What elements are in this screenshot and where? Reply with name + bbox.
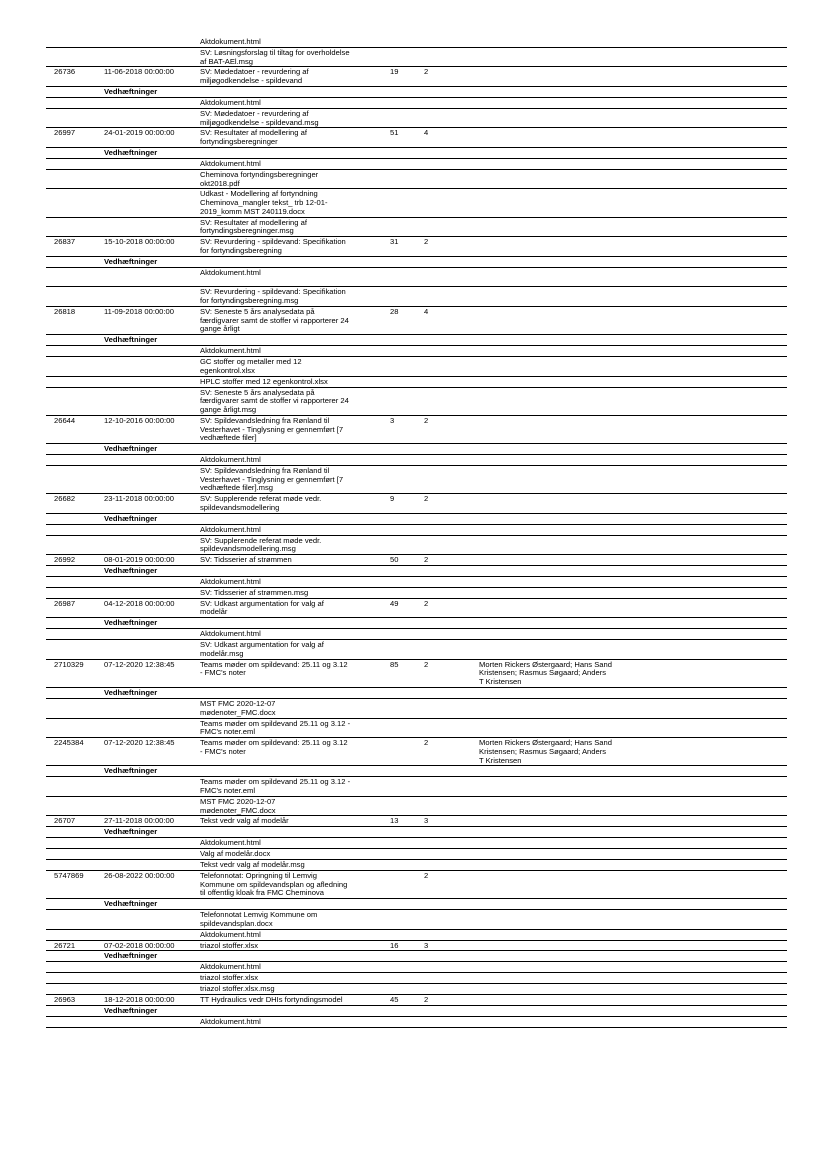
document-row [46,599,787,619]
doc-id: 26837 [54,237,76,247]
attachment-name: SV: Tidsserier af strømmen.msg [200,587,309,597]
attachment-row [46,346,787,357]
attachment-count: 2 [424,598,429,608]
attachments-label: Vedhæftninger [104,87,158,97]
page-count: 19 [390,67,399,77]
attachment-row [46,860,787,871]
doc-id: 2710329 [54,659,84,669]
attachment-name: Aktdokument.html [200,838,261,848]
doc-title: SV: Mødedatoer - revurdering af miljøgodkendelse - spildevand [200,67,309,86]
page-count: 28 [390,306,399,316]
attachments-label: Vedhæftninger [104,766,158,776]
attachment-name: SV: Seneste 5 års analysedata på færdigvarer samt de stoffer vi rapporterer 24 gange årligt.msg [200,387,349,414]
doc-date: 04-12-2018 00:00:00 [104,598,175,608]
doc-date: 11-09-2018 00:00:00 [104,306,174,316]
attachment-row [46,170,787,190]
doc-title: triazol stoffer.xlsx [200,940,259,950]
attachments-header-row [46,335,787,346]
attachment-name: Aktdokument.html [200,267,261,277]
attachments-header-row [46,1006,787,1017]
attachment-name: Aktdokument.html [200,929,261,939]
doc-date: 07-12-2020 12:38:45 [104,659,175,669]
doc-id: 26644 [54,415,76,425]
document-row [46,941,787,952]
doc-date: 12-10-2016 00:00:00 [104,415,175,425]
attachment-name: SV: Løsningsforslag til tiltag for overholdelse af BAT-AEl.msg [200,47,350,66]
attachment-name: GC stoffer og metaller med 12 egenkontrol.xlsx [200,357,302,375]
doc-title: Teams møder om spildevand: 25.11 og 3.12 - FMC's noter [200,659,348,678]
attachment-name: Valg af modelår.docx [200,849,271,859]
doc-title: SV: Tidsserier af strømmen [200,555,292,565]
attachment-row [46,930,787,941]
attachment-name: SV: Mødedatoer - revurdering af miljøgodkendelse - spildevand.msg [200,108,319,127]
document-row [46,871,787,899]
doc-id: 26997 [54,128,76,138]
doc-date: 07-02-2018 00:00:00 [104,940,175,950]
attachment-name: MST FMC 2020-12-07 mødenoter_FMC.docx [200,698,276,717]
attachment-name: Aktdokument.html [200,37,261,46]
page-count: 51 [390,128,399,138]
document-row [46,660,787,688]
attachment-row [46,984,787,995]
doc-title: SV: Resultater af modellering af fortyndingsberegninger [200,128,307,147]
attachment-name: Tekst vedr valg af modelår.msg [200,860,305,870]
attachment-count: 2 [424,659,429,669]
attachment-count: 2 [424,494,429,504]
attachment-row [46,797,787,817]
attachment-row [46,37,787,48]
attachment-name: Aktdokument.html [200,629,261,639]
attachment-row [46,466,787,494]
attachments-label: Vedhæftninger [104,899,158,909]
attachments-label: Vedhæftninger [104,827,158,837]
attachment-row [46,455,787,466]
attachment-row [46,640,787,660]
attachments-header-row [46,618,787,629]
doc-date: 18-12-2018 00:00:00 [104,995,175,1005]
page-count: 50 [390,555,399,565]
doc-id: 5747869 [54,870,84,880]
recipients: Morten Rickers Østergaard; Hans Sand Kristensen; Rasmus Søgaard; Anders T Kristensen [479,738,612,765]
page-count: 13 [390,816,399,826]
doc-date: 23-11-2018 00:00:00 [104,494,174,504]
attachment-row [46,536,787,556]
document-row [46,995,787,1006]
attachment-row [46,357,787,377]
attachment-name: Aktdokument.html [200,97,261,107]
doc-title: SV: Seneste 5 års analysedata på færdigvarer samt de stoffer vi rapporterer 24 gange årligt [200,306,349,334]
doc-date: 24-01-2019 00:00:00 [104,128,175,138]
attachments-header-row [46,257,787,268]
doc-id: 2245384 [54,738,84,748]
attachment-name: Teams møder om spildevand 25.11 og 3.12 - FMC's noter.eml [200,777,351,795]
attachments-label: Vedhæftninger [104,444,158,454]
attachment-row [46,377,787,388]
attachments-label: Vedhæftninger [104,1005,158,1015]
attachment-row [46,388,787,416]
document-row [46,237,787,257]
attachment-name: SV: Resultater af modellering af fortyndingsberegninger.msg [200,217,307,236]
doc-title: Tekst vedr valg af modelår [200,816,289,826]
attachments-header-row [46,148,787,159]
recipients: Morten Rickers Østergaard; Hans Sand Kristensen; Rasmus Søgaard; Anders T Kristensen [479,659,612,687]
page-count: 31 [390,237,399,247]
attachment-row [46,287,787,307]
attachment-row [46,629,787,640]
attachment-name: Aktdokument.html [200,962,261,972]
attachment-row [46,777,787,797]
attachment-row [46,525,787,536]
attachment-count: 2 [424,555,429,565]
document-row [46,416,787,444]
attachment-row [46,719,787,739]
attachment-row [46,189,787,217]
doc-title: SV: Udkast argumentation for valg af modelår [200,598,324,617]
attachment-name: Aktdokument.html [200,1016,261,1026]
attachment-row [46,98,787,109]
attachments-label: Vedhæftninger [104,335,158,345]
doc-title: SV: Revurdering - spildevand: Specifikation for fortyndingsberegning [200,237,346,256]
doc-id: 26987 [54,598,76,608]
attachment-name: HPLC stoffer med 12 egenkontrol.xlsx [200,376,328,386]
attachment-row [46,268,787,288]
doc-id: 26818 [54,306,76,316]
attachment-name: SV: Spildevandsledning fra Rønland til Vesterhavet - Tinglysning er gennemført [7 vedhæftede filer].msg [200,465,344,493]
attachment-name: Udkast - Modellering af fortyndning Cheminova_mangler tekst_ trb 12-01- 2019_komm MST 240119.docx [200,189,328,216]
doc-id: 26721 [54,940,76,950]
attachment-count: 2 [424,738,429,748]
attachment-row [46,973,787,984]
doc-id: 26963 [54,995,76,1005]
page-count: 16 [390,940,399,950]
attachment-row [46,849,787,860]
attachment-name: SV: Supplerende referat møde vedr. spildevandsmodellering.msg [200,535,322,554]
page-count: 85 [390,659,399,669]
doc-title: TT Hydraulics vedr DHIs fortyndingsmodel [200,995,343,1005]
document-row [46,494,787,514]
doc-date: 08-01-2019 00:00:00 [104,555,175,565]
page-count: 45 [390,995,399,1005]
attachments-label: Vedhæftninger [104,688,158,698]
attachment-row [46,218,787,238]
document-row [46,816,787,827]
attachments-header-row [46,87,787,98]
attachment-name: Aktdokument.html [200,158,261,168]
attachment-count: 2 [424,995,429,1005]
doc-title: Telefonnotat: Opringning til Lemvig Kommune om spildevandsplan og afledning til offentlig kloak fra FMC Cheminova [200,870,348,898]
attachment-name: Teams møder om spildevand 25.11 og 3.12 - FMC's noter.eml [200,718,351,737]
doc-title: Teams møder om spildevand: 25.11 og 3.12 - FMC's noter [200,738,348,756]
attachment-row [46,109,787,129]
attachment-count: 2 [424,870,429,880]
attachment-row [46,1017,787,1028]
attachment-name: Cheminova fortyndingsberegninger okt2018.pdf [200,169,319,188]
attachments-header-row [46,827,787,838]
attachment-name: Aktdokument.html [200,524,261,534]
attachment-row [46,577,787,588]
attachment-row [46,48,787,68]
attachment-row [46,838,787,849]
doc-title: SV: Supplerende referat møde vedr. spildevandsmodellering [200,494,322,512]
attachments-header-row [46,899,787,910]
doc-date: 07-12-2020 12:38:45 [104,738,175,748]
attachments-header-row [46,566,787,577]
doc-id: 26992 [54,555,76,565]
attachment-count: 2 [424,415,429,425]
doc-date: 26-08-2022 00:00:00 [104,870,175,880]
attachment-name: triazol stoffer.xlsx.msg [200,984,275,994]
attachments-label: Vedhæftninger [104,951,158,961]
attachment-row [46,588,787,599]
page-count: 9 [390,494,395,504]
attachments-label: Vedhæftninger [104,513,158,523]
doc-date: 15-10-2018 00:00:00 [104,237,175,247]
doc-id: 26736 [54,67,76,77]
attachment-name: Telefonnotat Lemvig Kommune om spildevandsplan.docx [200,910,318,928]
document-row [46,128,787,148]
attachment-count: 4 [424,306,429,316]
attachments-header-row [46,766,787,777]
attachment-name: Aktdokument.html [200,346,261,356]
document-row [46,307,787,335]
attachment-name: SV: Revurdering - spildevand: Specifikation for fortyndingsberegning.msg [200,287,346,306]
attachment-row [46,910,787,930]
attachments-header-row [46,688,787,699]
attachment-count: 2 [424,67,429,77]
attachments-header-row [46,514,787,525]
attachments-label: Vedhæftninger [104,566,158,576]
page-count: 3 [390,415,395,425]
attachments-header-row [46,951,787,962]
attachment-count: 3 [424,940,429,950]
attachment-name: MST FMC 2020-12-07 mødenoter_FMC.docx [200,796,276,815]
attachment-name: Aktdokument.html [200,455,261,465]
attachments-label: Vedhæftninger [104,256,158,266]
attachment-count: 4 [424,128,429,138]
doc-date: 27-11-2018 00:00:00 [104,816,174,826]
doc-id: 26682 [54,494,76,504]
attachment-name: Aktdokument.html [200,576,261,586]
attachment-name: SV: Udkast argumentation for valg af modelår.msg [200,640,324,658]
attachments-label: Vedhæftninger [104,618,158,628]
document-list [46,37,787,1028]
doc-date: 11-06-2018 00:00:00 [104,67,174,77]
attachments-header-row [46,444,787,455]
document-row [46,738,787,766]
doc-title: SV: Spildevandsledning fra Rønland til Vesterhavet - Tinglysning er gennemført [7 vedhæftede filer] [200,415,344,443]
attachment-row [46,962,787,973]
doc-id: 26707 [54,816,76,826]
attachment-name: triazol stoffer.xlsx [200,973,259,983]
attachment-row [46,159,787,170]
attachment-row [46,699,787,719]
document-row [46,67,787,87]
page-count: 49 [390,598,399,608]
attachment-count: 3 [424,816,429,826]
document-row [46,555,787,566]
attachment-count: 2 [424,237,429,247]
attachments-label: Vedhæftninger [104,148,158,158]
